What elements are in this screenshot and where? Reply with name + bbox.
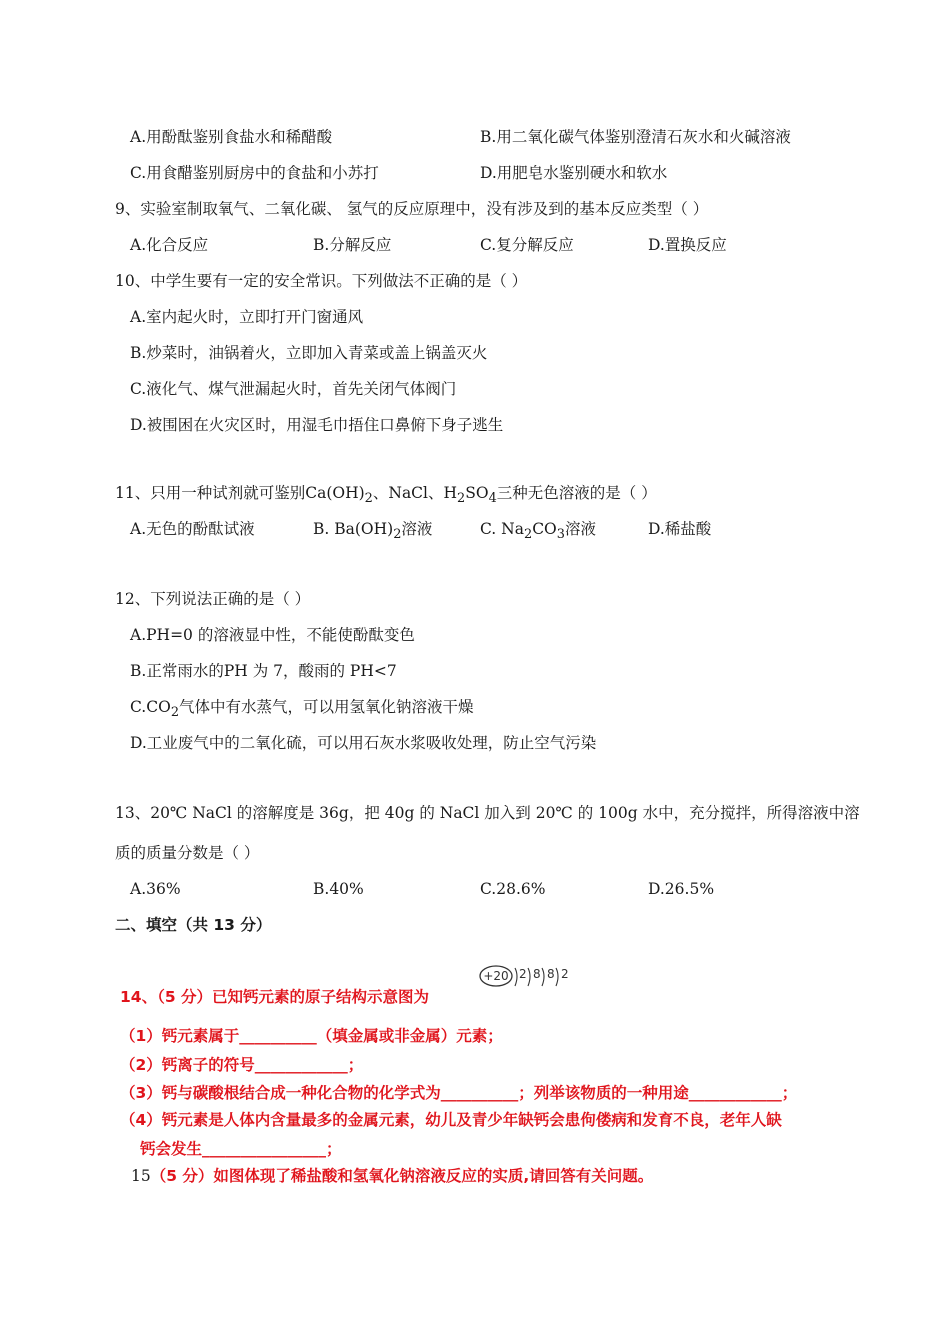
q9-option-a: A.化合反应 [130,236,209,254]
q14-sub-1: （1）钙元素属于__________（填金属或非金属）元素； [120,1027,503,1045]
q15-stem [131,1166,653,1186]
q12-option-b: B.正常雨水的PH 为 7，酸雨的 PH<7 [130,662,397,680]
q9-option-d: D.置换反应 [648,236,727,254]
q13-option-a: A.36% [130,880,181,898]
nucleus-label: +20 [483,969,509,983]
q15-text: （5 分）如图体现了稀盐酸和氢氧化钠溶液反应的实质,请回答有关问题。 [150,1167,654,1185]
q14-stem: 14、（5 分）已知钙元素的原子结构示意图为 [120,988,430,1006]
shell-arc-1 [515,968,517,986]
q12-option-d: D.工业废气中的二氧化硫，可以用石灰水浆吸收处理，防止空气污染 [130,734,597,752]
q11-stem: 11、只用一种试剂就可鉴别$Ca(OH)_2$、NaCl、$H_2SO_4$三种无色溶液的是（ ） [115,484,657,507]
q9-option-b: B.分解反应 [313,236,392,254]
q9-option-c: C.复分解反应 [480,236,574,254]
q13-option-d: D.26.5% [648,880,715,898]
q12-option-c: $C.CO_2$气体中有水蒸气，可以用氢氧化钠溶液干燥 [130,698,474,721]
q11-option-b: B. $Ba(OH)_2$溶液 [313,520,433,543]
q13-option-b: B.40% [313,880,364,898]
q12-option-a: A.PH=0 的溶液显中性，不能使酚酞变色 [130,626,415,644]
shell-2-count: 8 [533,967,541,981]
q10-option-c: C.液化气、煤气泄漏起火时，首先关闭气体阀门 [130,380,457,398]
q8-option-b: B.用二氧化碳气体鉴别澄清石灰水和火碱溶液 [480,128,791,146]
shell-arc-4 [556,968,558,986]
shell-1-count: 2 [519,967,527,981]
q12-stem: 12、下列说法正确的是（ ） [115,590,311,608]
q9-stem: 9、实验室制取氧气、二氧化碳、 氢气的反应原理中，没有涉及到的基本反应类型（ ） [115,200,709,218]
q8-option-d: D.用肥皂水鉴别硬水和软水 [480,164,668,182]
q11-option-a: A.无色的酚酞试液 [130,520,255,538]
q13-stem-line1: 13、20℃ NaCl 的溶解度是 36g，把 40g 的 NaCl 加入到 20℃ 的 100g 水中，充分搅拌，所得溶液中溶 [115,804,860,822]
q14-sub-4-line1: （4）钙元素是人体内含量最多的金属元素，幼儿及青少年缺钙会患佝偻病和发育不良，老年人缺 [120,1111,782,1129]
q10-option-d: D.被围困在火灾区时，用湿毛巾捂住口鼻俯下身子逃生 [130,416,504,434]
q13-stem-line2: 质的质量分数是（ ） [115,844,260,862]
q8-option-a: A.用酚酞鉴别食盐水和稀醋酸 [130,128,333,146]
shell-arc-3 [542,968,544,986]
q13-option-c: C.28.6% [480,880,546,898]
shell-4-count: 2 [561,967,569,981]
q10-option-a: A.室内起火时，立即打开门窗通风 [130,308,364,326]
q10-stem: 10、中学生要有一定的安全常识。下列做法不正确的是（ ） [115,272,528,290]
q14-sub-3: （3）钙与碳酸根结合成一种化合物的化学式为__________；列举该物质的一种用途____________； [120,1084,798,1102]
shell-arc-2 [528,968,530,986]
q14-sub-2: （2）钙离子的符号____________； [120,1056,364,1074]
q15-number: 15 [131,1167,151,1185]
calcium-atom-diagram [476,958,576,998]
q11-option-d: D.稀盐酸 [648,520,712,538]
q11-option-c: C. $Na_2CO_3$溶液 [480,520,596,543]
q8-option-c: C.用食醋鉴别厨房中的食盐和小苏打 [130,164,379,182]
q10-option-b: B.炒菜时，油锅着火，立即加入青菜或盖上锅盖灭火 [130,344,488,362]
section-title: 二、填空（共 13 分） [115,916,272,934]
shell-3-count: 8 [547,967,555,981]
q14-sub-4-line2: 钙会发生________________； [140,1140,342,1158]
